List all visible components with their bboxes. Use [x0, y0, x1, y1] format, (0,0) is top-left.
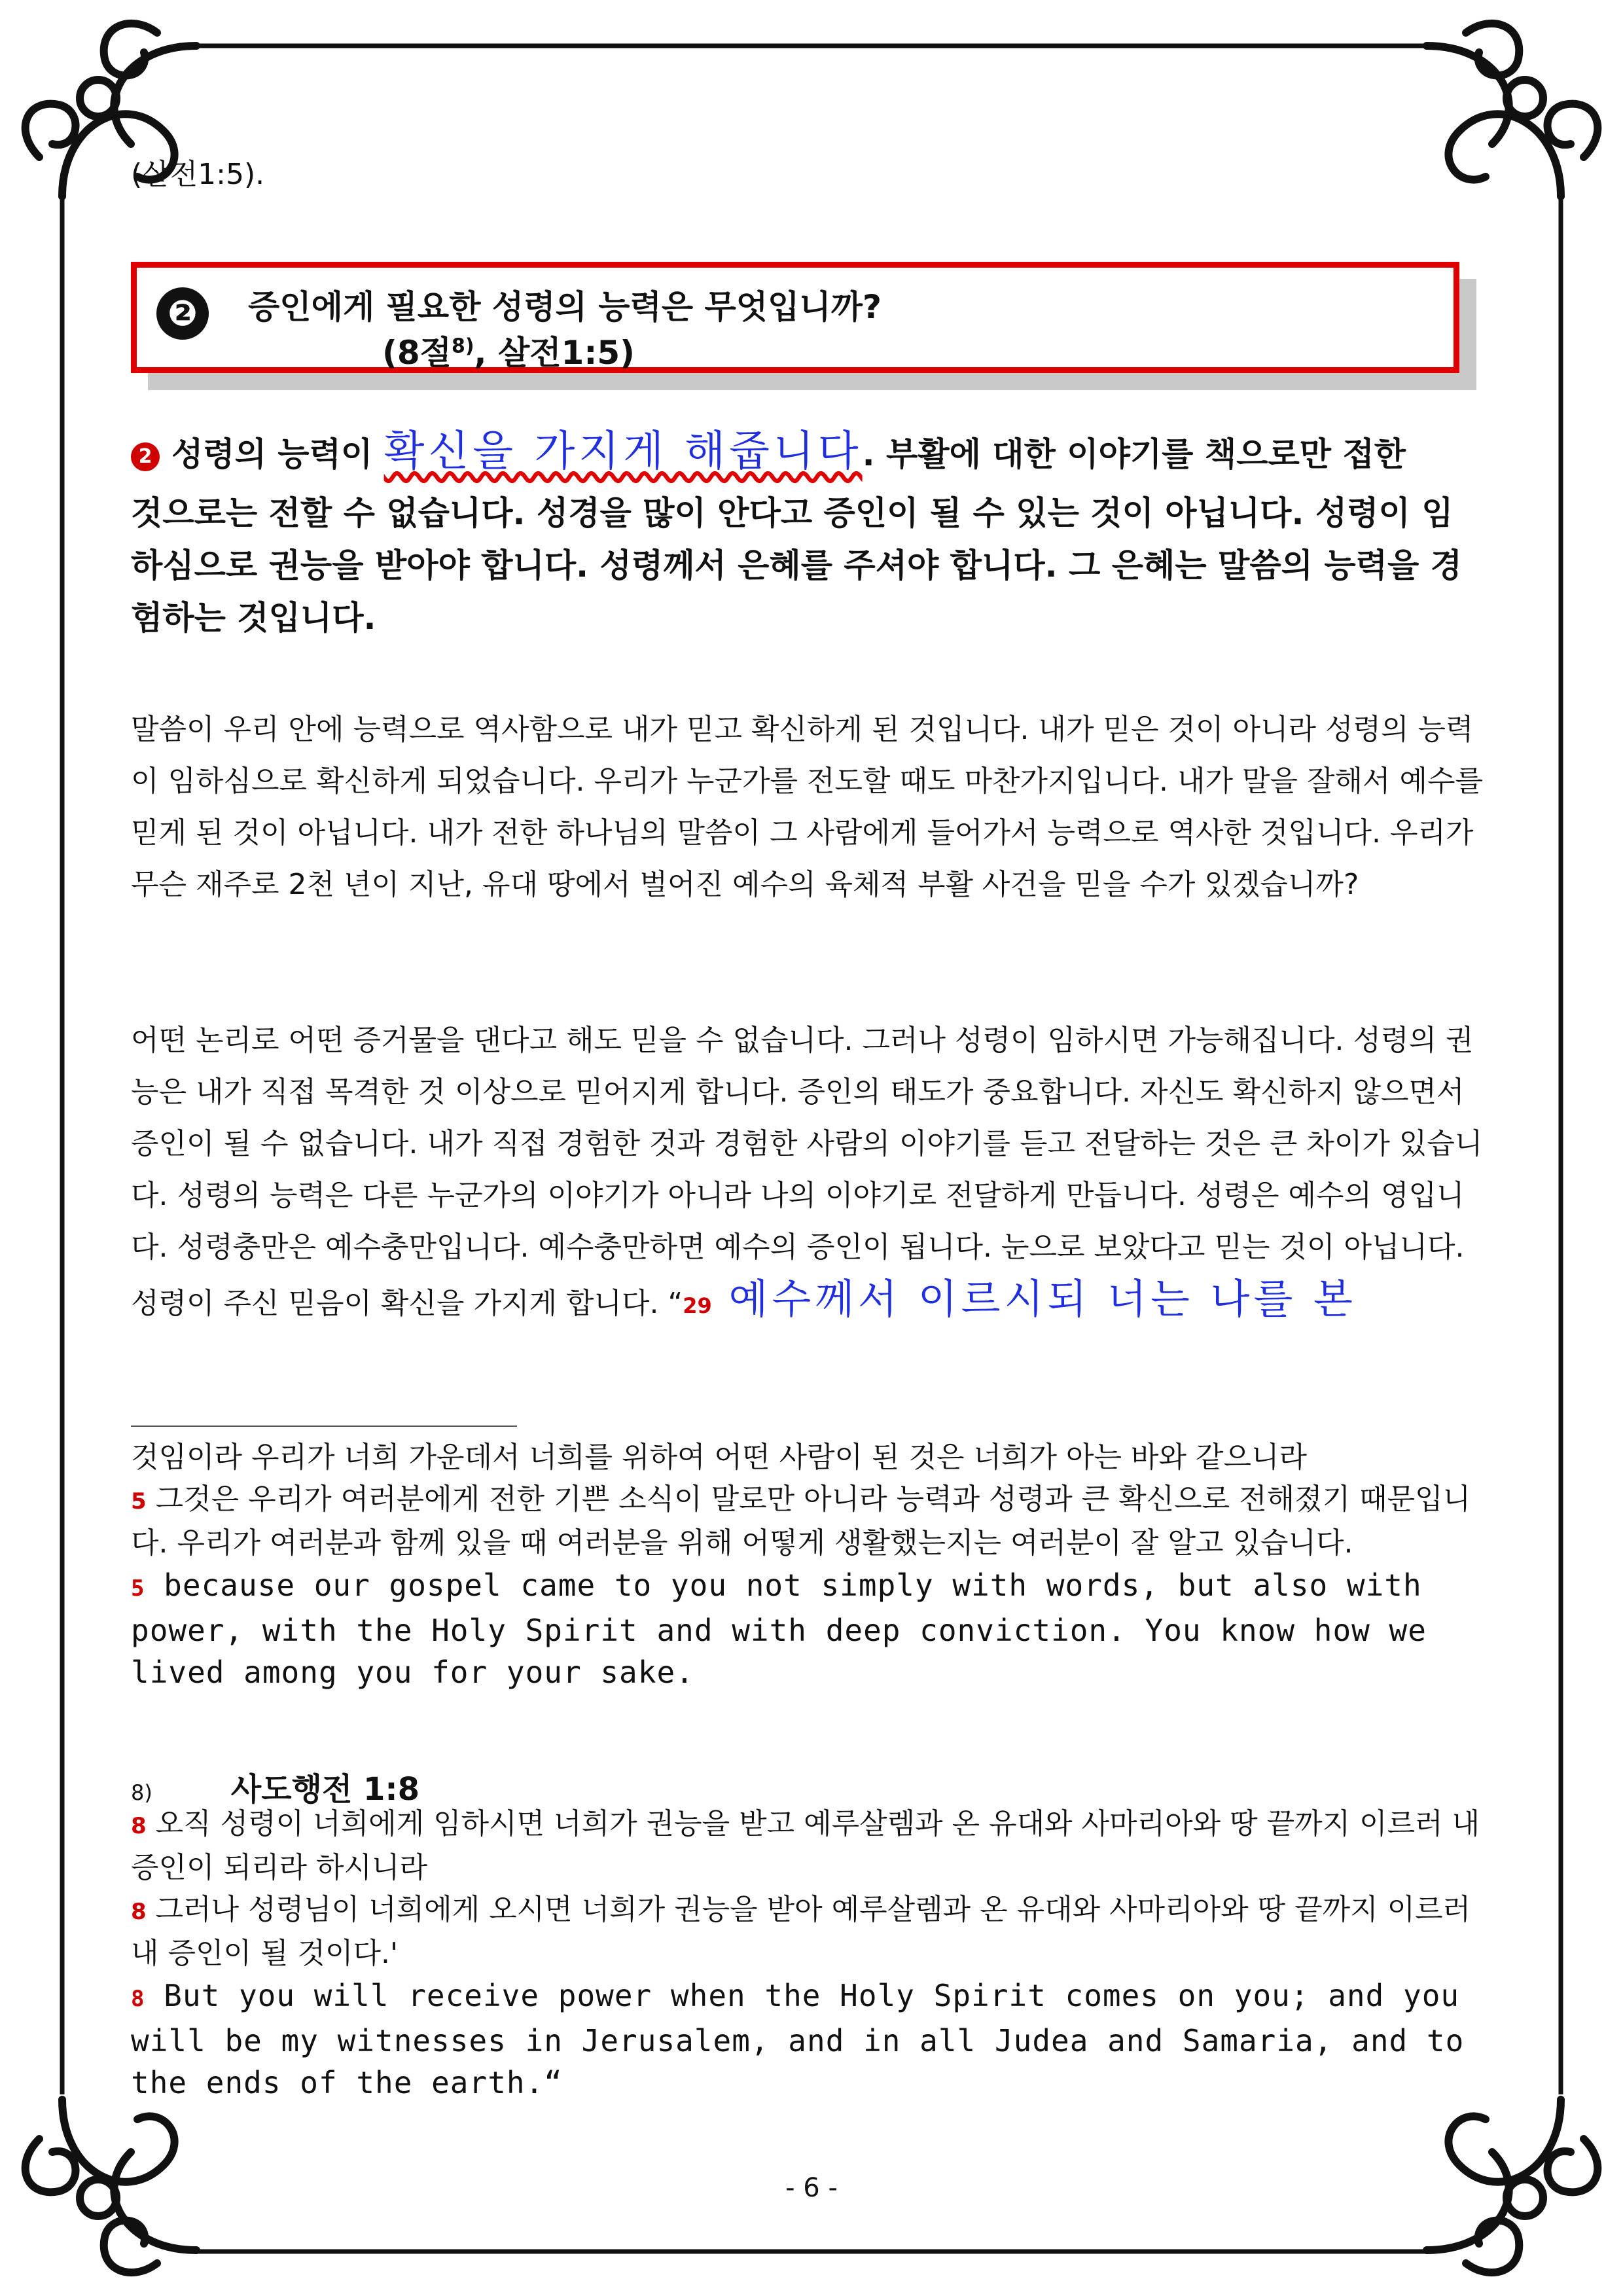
question-number: ❷: [156, 287, 209, 340]
footnote-block-2: [131, 1803, 1499, 2104]
footnote-mark: 8): [131, 1780, 152, 1805]
footnote-divider: [131, 1426, 517, 1427]
footnote-korean-2: 8 그러나 성령님이 너희에게 오시면 너희가 권능을 받아 예루살렘과 온 유대와 사마리아와 땅 끝까지 이르러 내 증인이 될 것이다.': [131, 1893, 1471, 1970]
footnote-title: 사도행전 1:8: [230, 1771, 420, 1808]
body-paragraph-1: 말씀이 우리 안에 능력으로 역사함으로 내가 믿고 확신하게 된 것입니다. 내가 믿은 것이 아니라 성령의 능력이 임하심으로 확신하게 되었습니다. 우리가 누군가를 전도할 때도 마찬가지입니다. 내가 말을 잘해서 예수를 믿게 된 것이 아닙니다. 내가 전한 하나님의 말씀이 그 사람에게 들어가서 능력으로 역사한 것입니다. 우리가 무슨 재주로 2천 년이 지난, 유대 땅에서 벌어진 예수의 육체적 부활 사건을 믿을 수가 있겠습니까?: [131, 713, 1483, 901]
verse-number: 5: [131, 1575, 145, 1602]
verse-number: 5: [131, 1488, 147, 1515]
footnote-english: 8 But you will receive power when the Holy Spirit comes on you; and you will be my witnesses in Jerusalem, and in all Judea and Samaria, and to the ends of the earth.“: [131, 1978, 1465, 2100]
answer-lead-after: . 부활에 대한 이야기를 책으로만 접한: [862, 435, 1406, 473]
footnote-heading: [131, 1764, 419, 1809]
handwritten-verse: 예수께서 이르시되 너는 나를 본: [711, 1275, 1357, 1323]
footnote-marker: 8): [451, 334, 474, 358]
footnote-korean-translation: 5 그것은 우리가 여러분에게 전한 기쁜 소식이 말로만 아니라 능력과 성령과 큰 확신으로 전해졌기 때문입니다. 우리가 여러분과 함께 있을 때 여러분을 위해 어떻게 생활했는지는 여러분이 잘 알고 있습니다.: [131, 1482, 1471, 1560]
footnote-block-1: [131, 1437, 1499, 1693]
question-text: 증인에게 필요한 성령의 능력은 무엇입니까?: [248, 288, 882, 326]
verse-number: 29: [683, 1293, 712, 1318]
answer-badge: 2: [131, 442, 160, 471]
top-reference: (살전1:5).: [131, 158, 265, 191]
question-reference: [382, 327, 635, 374]
handwritten-answer: 확신을 가지게 해줍니다: [383, 427, 863, 476]
footnote-continuation: 것임이라 우리가 너희 가운데서 너희를 위하여 어떤 사람이 된 것은 너희가 아는 바와 같으니라: [131, 1441, 1307, 1474]
body-paragraph-2-text: 어떤 논리로 어떤 증거물을 댄다고 해도 믿을 수 없습니다. 그러나 성령이 임하시면 가능해집니다. 성령의 권능은 내가 직접 목격한 것 이상으로 믿어지게 합니다. 증인의 태도가 중요합니다. 자신도 확신하지 않으면서 증인이 될 수 없습니다. 내가 직접 경험한 것과 경험한 사람의 이야기를 듣고 전달하는 것은 큰 차이가 있습니다. 성령의 능력은 다른 누군가의 이야기가 아니라 나의 이야기로 전달하게 만듭니다. 성령은 예수의 영입니다. 성령충만은 예수충만입니다. 예수충만하면 예수의 증인이 됩니다. 눈으로 보았다고 믿는 것이 아닙니다. 성령이 주신 믿음이 확신을 가지게 합니다. “: [131, 1024, 1483, 1320]
corner-ornament-tr: [1427, 24, 1597, 196]
verse-number: 8: [131, 1899, 147, 1925]
question-ref-suffix: , 살전1:5): [474, 334, 635, 372]
answer-lead: 성령의 능력이: [171, 435, 384, 473]
footnote-korean-1: 8 오직 성령이 너희에게 임하시면 너희가 권능을 받고 예루살렘과 온 유대와 사마리아와 땅 끝까지 이르러 내 증인이 되리라 하시니라: [131, 1807, 1480, 1884]
footnote-english-translation: 5 because our gospel came to you not simply with words, but also with power, with the Holy Spirit and with deep conviction. You know how we lived among you for your sake.: [131, 1568, 1427, 1690]
answer-rest: 것으로는 전할 수 없습니다. 성경을 많이 안다고 증인이 될 수 있는 것이 아닙니다. 성령이 임하심으로 권능을 받아야 합니다. 성령께서 은혜를 주셔야 합니다. 그 은혜는 말씀의 능력을 경험하는 것입니다.: [131, 494, 1462, 637]
verse-number: 8: [131, 1986, 145, 2012]
page-number: - 6 -: [785, 2173, 838, 2203]
question-ref-prefix: (8절: [382, 334, 452, 372]
body-paragraph-2: [131, 1014, 1492, 1332]
answer-paragraph: [131, 419, 1479, 644]
verse-number: 8: [131, 1813, 147, 1839]
question-box: [131, 262, 1459, 373]
